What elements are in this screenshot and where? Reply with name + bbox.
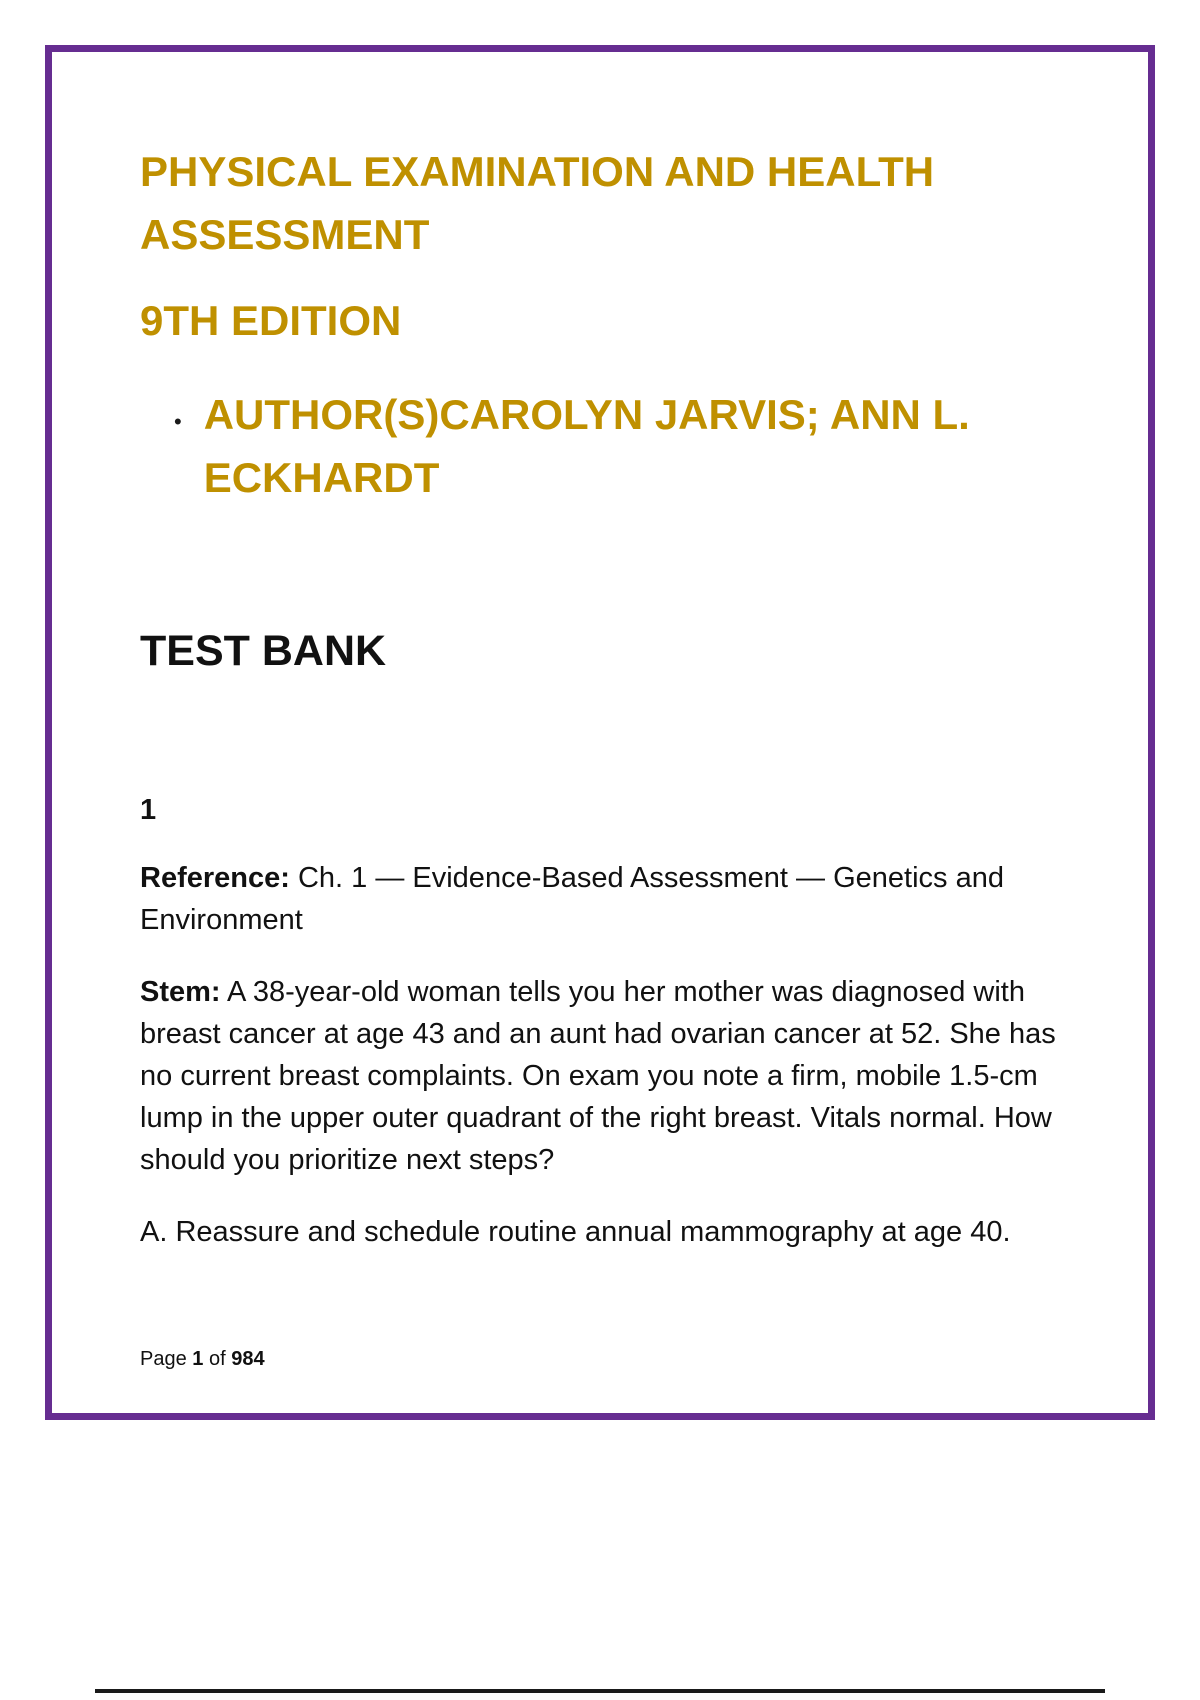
page-footer (140, 1348, 265, 1371)
answer-option-a (140, 1211, 1070, 1253)
stem-label: Stem: (140, 975, 221, 1008)
footer-page-number: 1 (192, 1348, 204, 1370)
test-bank-heading: TEST BANK (140, 626, 387, 675)
footer-of-label: of (208, 1348, 226, 1370)
edition-heading: 9TH EDITION (140, 297, 402, 344)
stem-text: A 38-year-old woman tells you her mother was diagnosed with breast cancer at age 43 and an aunt had ovarian cancer at 52. She has no current breast complaints. On exam you note a firm, mobile 1.5-cm lump in the upper outer quadrant of the right breast. Vitals normal. How should you prioritize next steps? (140, 975, 1056, 1177)
reference-label: Reference: (140, 861, 290, 894)
reference-text: Ch. 1 — Evidence-Based Assessment — Genetics and Environment (140, 861, 1004, 936)
footer-total-pages: 984 (231, 1348, 265, 1370)
stem-paragraph (140, 971, 1070, 1181)
document-content (52, 52, 1148, 1253)
bullet-icon: • (174, 408, 182, 434)
purple-page-border (45, 45, 1155, 1420)
question-number: 1 (140, 793, 157, 826)
author-line (140, 383, 1070, 509)
book-title: PHYSICAL EXAMINATION AND HEALTH ASSESSMENT (140, 148, 935, 258)
reference-paragraph (140, 857, 1070, 941)
footer-page-label: Page (140, 1348, 187, 1370)
bottom-rule (95, 1689, 1105, 1693)
author-names: AUTHOR(S)CAROLYN JARVIS; ANN L. ECKHARDT (203, 390, 970, 501)
answer-option-a-text: A. Reassure and schedule routine annual mammography at age 40. (140, 1216, 1011, 1249)
